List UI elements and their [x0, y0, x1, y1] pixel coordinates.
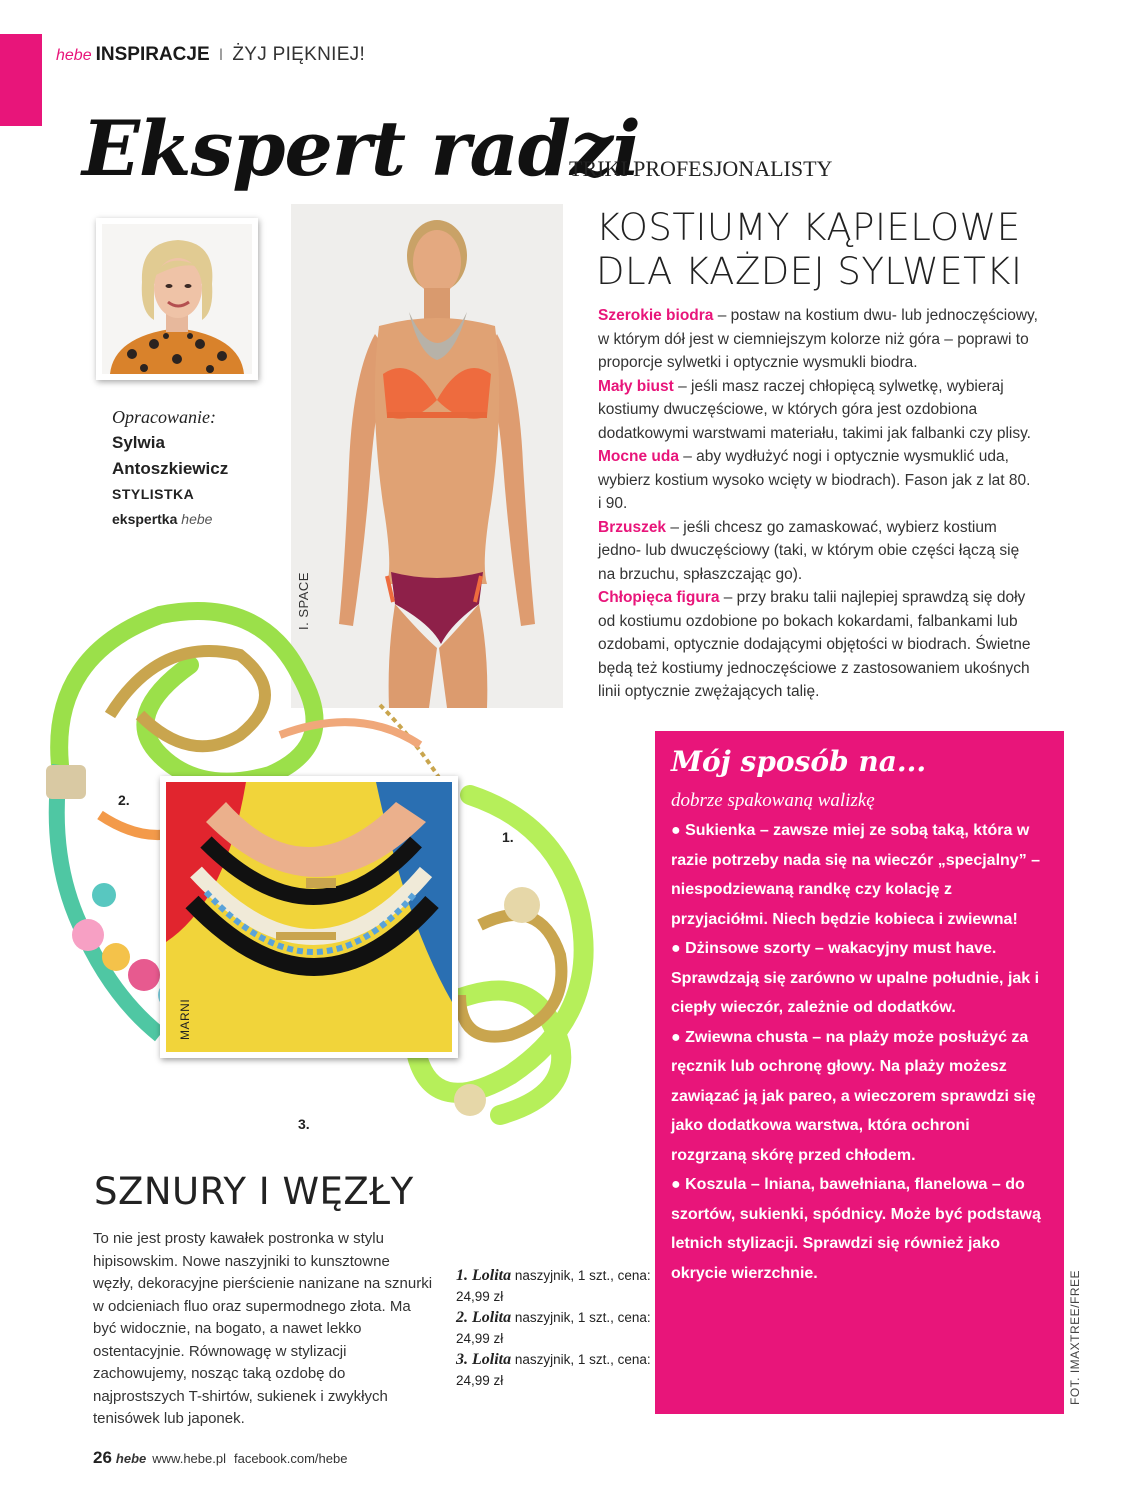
product-item	[456, 1307, 656, 1349]
marni-necklace-photo	[160, 776, 458, 1058]
cords-heading: SZNURY I WĘZŁY	[94, 1170, 414, 1213]
my-way-list	[671, 816, 1048, 1288]
tip-paragraph	[598, 516, 1038, 587]
author-expert-label: ekspertka	[112, 511, 178, 527]
author-last-name: Antoszkiewicz	[112, 459, 229, 478]
swimsuit-tips	[598, 304, 1038, 704]
tip-paragraph	[598, 586, 1038, 704]
author-expert	[112, 507, 228, 532]
cords-body: To nie jest prosty kawałek postronka w stylu hipisowskim. Nowe naszyjniki to kunsztowne węzły, dekoracyjne pierścienie nanizane na sznurki w odcieniach fluo oraz supermodnego złota. Ma być widocznie, na bogato, a nawet lekko ostentacyjnie. Równowagę w stylizacji zachowujemy, nosząc taką ozdobę do najprostszych T-shirtów, sukienek i zwykłych tenisówek lub japonek.	[93, 1230, 433, 1427]
product-desc: naszyjnik, 1 szt., cena: 24,99 zł	[456, 1310, 651, 1346]
tip-text: – jeśli masz raczej chłopięcą sylwetkę, wybieraj kostiumy dwuczęściowe, w których góra jest ozdobiona dodatkowymi warstwami materiału, takimi jak falbanki czy plisy.	[598, 377, 1031, 442]
author-photo	[102, 224, 252, 374]
tip-paragraph	[598, 304, 1038, 375]
marni-necklace-illustration	[166, 782, 452, 1052]
tip-text: – przy braku talii najlepiej sprawdzą się doły od kostiumu ozdobione po bokach kokardami, falbankami lub ozdobami, optycznie dodającymi objętości w biodrach. Świetne będą też kostiumy jednoczęściowe z zastosowaniem ukośnych linii optycznie zwężających talię.	[598, 589, 1031, 700]
tip-text: – jeśli chcesz go zamaskować, wybierz kostium jedno- lub dwuczęściowy (taki, w którym obie części łączą się na brzuchu, spłaszczając go).	[598, 518, 1020, 583]
author-first-name: Sylwia	[112, 433, 165, 452]
model-photo-credit: I. SPACE	[296, 572, 311, 630]
footer-brand: hebe	[115, 1451, 147, 1466]
tip-paragraph	[598, 445, 1038, 516]
product-list	[456, 1265, 656, 1391]
my-way-subtitle: dobrze spakowaną walizkę	[671, 790, 875, 811]
necklace-photo-credit: MARNI	[178, 998, 192, 1040]
swimsuit-heading	[596, 206, 1022, 294]
author-expert-brand: hebe	[181, 511, 213, 527]
header-separator: I	[218, 45, 224, 64]
author-by-label: Opracowanie:	[112, 407, 216, 427]
product-name: 2. Lolita	[456, 1309, 512, 1326]
page-title: Ekspert radzi	[82, 104, 640, 193]
my-way-item: ● Zwiewna chusta – na plaży może posłużyć za ręcznik lub ochronę głowy. Na plaży możesz zawiązać ją jak pareo, a wieczorem sprawdzi się jako dodatkowa warstwa, która ochroni rozgrzaną skórę przed chłodem.	[671, 1028, 1036, 1164]
product-name: 1. Lolita	[456, 1267, 512, 1284]
tip-keyword: Mocne uda	[598, 448, 679, 465]
tip-keyword: Mały biust	[598, 377, 674, 395]
product-item	[456, 1265, 656, 1307]
page-subtitle: TRIKI PROFESJONALISTY	[569, 156, 833, 181]
header-accent-bar	[0, 34, 42, 126]
tip-paragraph	[598, 375, 1038, 446]
jewelry-label-1: 1.	[502, 829, 514, 845]
swimsuit-heading-line2: DLA KAŻDEJ SYLWETKI	[596, 250, 1023, 293]
tip-text: – aby wydłużyć nogi i optycznie wysmuklić uda, wybierz kostium wysoko wcięty w biodrach). Fason jak z lat 80. i 90.	[598, 448, 1031, 512]
my-way-box	[655, 731, 1064, 1414]
swimsuit-heading-line1: KOSTIUMY KĄPIELOWE	[596, 206, 1021, 249]
my-way-item: ● Koszula – lniana, bawełniana, flanelowa – do szortów, sukienki, spódnicy. Może być podstawą letnich stylizacji. Sprawdzi się również jako okrycie wierzchnie.	[671, 1176, 1041, 1282]
page-number: 26	[93, 1448, 112, 1467]
product-name: 3. Lolita	[456, 1351, 512, 1368]
my-way-title: Mój sposób na...	[671, 745, 927, 778]
product-item	[456, 1349, 656, 1391]
my-way-item: ● Dżinsowe szorty – wakacyjny must have. Sprawdzają się zarówno w upalne południe, jak i ciepły wieczór, zależnie od dodatków.	[671, 940, 1040, 1016]
author-credit	[112, 405, 228, 532]
tip-keyword: Szerokie biodra	[598, 307, 714, 324]
section-header	[56, 44, 365, 66]
jewelry-label-2: 2.	[118, 792, 130, 808]
product-desc: naszyjnik, 1 szt., cena: 24,99 zł	[456, 1352, 651, 1388]
header-subsection: ŻYJ PIĘKNIEJ!	[232, 44, 366, 65]
jewelry-label-3: 3.	[298, 1116, 310, 1132]
author-portrait	[96, 218, 258, 380]
header-brand: hebe	[56, 47, 92, 64]
footer-facebook-link[interactable]: facebook.com/hebe	[233, 1451, 348, 1466]
page-photo-credit: FOT. IMAXTREE/FREE	[1068, 1269, 1082, 1405]
page-footer	[93, 1448, 347, 1468]
author-role: STYLISTKA	[112, 486, 195, 502]
tip-keyword: Chłopięca figura	[598, 589, 720, 606]
tip-text: – postaw na kostium dwu- lub jednoczęściowy, w którym dół jest w ciemniejszym kolorze niż góra – poprawi to proporcje sylwetki i optycznie wysmukli biodra.	[598, 307, 1038, 371]
tip-keyword: Brzuszek	[598, 518, 667, 536]
footer-website-link[interactable]: www.hebe.pl	[152, 1451, 226, 1466]
my-way-item: ● Sukienka – zawsze miej ze sobą taką, która w razie potrzeby nada się na wieczór „specjalny” – niespodziewaną randkę czy kolację z przyjaciółmi. Niech będzie kobieca i zwiewna!	[671, 822, 1041, 928]
header-section: INSPIRACJE	[95, 44, 210, 65]
product-desc: naszyjnik, 1 szt., cena: 24,99 zł	[456, 1268, 651, 1304]
